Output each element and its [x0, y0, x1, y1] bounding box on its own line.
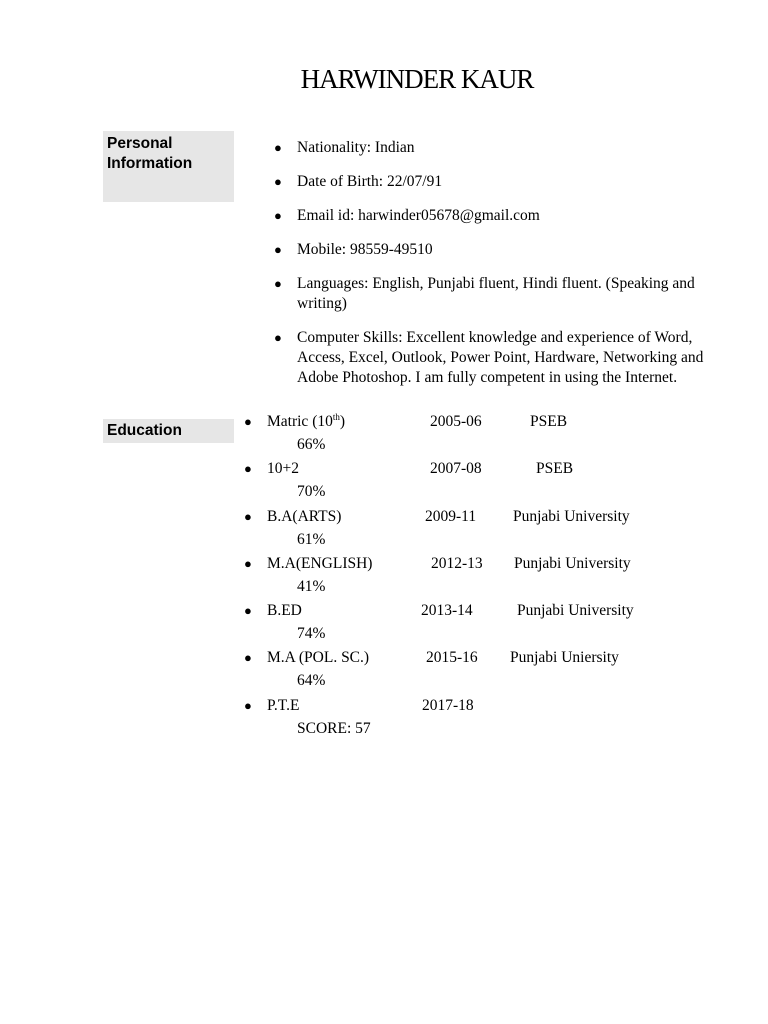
edu-year: 2017-18 — [422, 696, 474, 714]
section-label-personal-line2: Information — [107, 155, 193, 172]
table-row — [244, 457, 694, 504]
bullet-icon: ● — [274, 140, 282, 155]
list-item — [274, 206, 704, 226]
personal-nationality: Nationality: Indian — [297, 139, 415, 156]
edu-board: Punjabi University — [517, 602, 634, 620]
bullet-icon: ● — [244, 508, 252, 524]
personal-computer-skills: Computer Skills: Excellent knowledge and experience of Word, Access, Excel, Outlook, Power Point, Hardware, Networking and Adobe Photoshop. I am fully competent in using the Internet. — [297, 329, 704, 386]
personal-mobile: Mobile: 98559-49510 — [297, 241, 433, 258]
edu-degree: Matric (10th) — [267, 411, 346, 430]
bullet-icon: ● — [274, 276, 282, 291]
personal-info-list — [274, 138, 704, 402]
edu-board: Punjabi University — [513, 507, 630, 525]
edu-year: 2009-11 — [425, 507, 477, 525]
list-item — [274, 328, 704, 388]
edu-board: Punjabi Uniersity — [510, 649, 619, 667]
list-item — [274, 274, 704, 314]
table-row — [244, 694, 694, 741]
bullet-icon: ● — [274, 242, 282, 257]
edu-board: PSEB — [536, 460, 574, 478]
edu-degree: P.T.E — [267, 696, 300, 714]
list-item — [274, 240, 704, 260]
edu-score: 74% — [297, 625, 326, 643]
bullet-icon: ● — [244, 650, 252, 666]
bullet-icon: ● — [274, 208, 282, 223]
personal-dob: Date of Birth: 22/07/91 — [297, 173, 443, 190]
edu-score: 41% — [297, 577, 326, 595]
edu-degree: M.A (POL. SC.) — [267, 649, 370, 667]
edu-score: 70% — [297, 483, 326, 501]
resume-name: HARWINDER KAUR — [300, 64, 534, 94]
personal-languages: Languages: English, Punjabi fluent, Hindi fluent. (Speaking and writing) — [297, 275, 695, 312]
section-label-personal-line1: Personal — [107, 135, 173, 152]
edu-board: Punjabi University — [514, 554, 631, 572]
edu-year: 2007-08 — [430, 460, 482, 478]
edu-score: SCORE: 57 — [297, 719, 371, 737]
edu-score: 61% — [297, 530, 326, 548]
section-label-education: Education — [103, 419, 234, 443]
table-row — [244, 646, 694, 693]
edu-degree: M.A(ENGLISH) — [267, 554, 373, 572]
edu-board: PSEB — [530, 413, 568, 430]
edu-degree: B.A(ARTS) — [267, 507, 342, 525]
bullet-icon: ● — [244, 555, 252, 571]
edu-year: 2015-16 — [426, 649, 478, 667]
edu-degree: B.ED — [267, 602, 302, 620]
table-row — [244, 552, 694, 599]
edu-year: 2013-14 — [421, 602, 473, 620]
bullet-icon: ● — [244, 414, 252, 429]
edu-score: 66% — [297, 436, 326, 453]
bullet-icon: ● — [274, 174, 282, 189]
edu-score: 64% — [297, 672, 326, 690]
edu-year: 2005-06 — [430, 413, 482, 430]
bullet-icon: ● — [274, 330, 282, 345]
table-row — [244, 410, 694, 457]
bullet-icon: ● — [244, 461, 252, 477]
edu-degree: 10+2 — [267, 460, 299, 478]
bullet-icon: ● — [244, 697, 252, 713]
personal-email: Email id: harwinder05678@gmail.com — [297, 207, 540, 224]
table-row — [244, 599, 694, 646]
edu-year: 2012-13 — [431, 554, 483, 572]
table-row — [244, 505, 694, 552]
list-item — [274, 172, 704, 192]
education-list — [244, 410, 694, 741]
bullet-icon: ● — [244, 603, 252, 619]
list-item — [274, 138, 704, 158]
section-label-personal — [103, 131, 234, 202]
